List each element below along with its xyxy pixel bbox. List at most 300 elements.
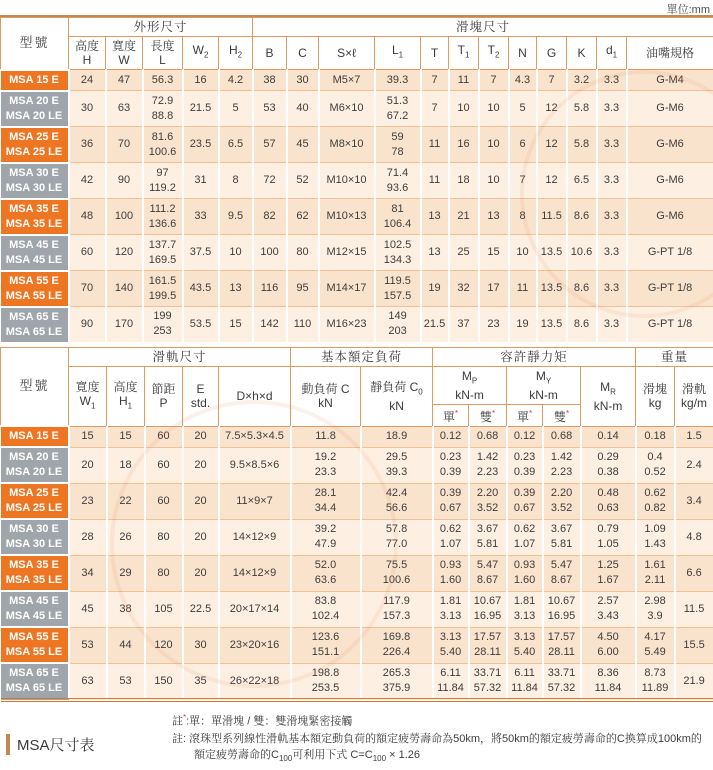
value-cell: 13.5 [537, 235, 567, 271]
value-cell: 13.5 [537, 271, 567, 307]
value-cell: 2.57 3.43 [581, 591, 636, 627]
value-cell: 7 [537, 70, 567, 91]
value-cell: 35 [183, 663, 219, 700]
value-cell: 11 [509, 271, 537, 307]
value-cell: 15 [479, 235, 509, 271]
model-cell: MSA 65 E MSA 65 LE [1, 307, 69, 342]
value-cell: 82 [253, 199, 287, 235]
value-cell: 20 [183, 519, 219, 555]
table-row [1, 163, 713, 199]
value-cell: 53 [107, 663, 145, 700]
model-cell: MSA 55 E MSA 55 LE [1, 627, 69, 663]
value-cell: 0.93 1.60 [507, 555, 543, 591]
value-cell: 7 [479, 70, 509, 91]
col-header-k: K [567, 37, 597, 70]
basic-load-group-header: 基本額定負荷 [291, 347, 433, 366]
value-cell: 1.09 1.43 [636, 519, 675, 555]
value-cell: 17 [479, 271, 509, 307]
weight-group-header: 重量 [636, 347, 713, 366]
column-header-row [1, 366, 713, 404]
value-cell: 15 [107, 426, 145, 447]
value-cell: 11 [421, 163, 449, 199]
value-cell: 15 [219, 307, 253, 342]
value-cell: 22 [107, 483, 145, 519]
value-cell: 80 [287, 235, 319, 271]
value-cell: 1.61 2.11 [636, 555, 675, 591]
table-row [1, 663, 713, 700]
value-cell: 3.3 [597, 127, 627, 163]
value-cell: 21.5 [421, 307, 449, 342]
value-cell: 30 [287, 70, 319, 91]
table-row [1, 199, 713, 235]
value-cell: 21.5 [183, 91, 219, 127]
value-cell: 11×9×7 [219, 483, 291, 519]
value-cell: 51.3 67.2 [375, 91, 421, 127]
table-row [1, 127, 713, 163]
value-cell: 75.5 100.6 [361, 555, 433, 591]
value-cell: 8 [509, 199, 537, 235]
value-cell: 45 [287, 127, 319, 163]
value-cell: 20 [183, 555, 219, 591]
value-cell: 5.8 [567, 127, 597, 163]
value-cell: 3.3 [597, 91, 627, 127]
value-cell: 19.2 23.3 [291, 447, 361, 483]
value-cell: 149 203 [375, 307, 421, 342]
value-cell: 14×12×9 [219, 519, 291, 555]
col-header-length: 長度 L [143, 37, 183, 70]
value-cell: 10 [479, 163, 509, 199]
value-cell: 8.36 11.84 [581, 663, 636, 700]
value-cell: 45 [69, 591, 107, 627]
value-cell: 4.3 [509, 70, 537, 91]
model-cell: MSA 15 E [1, 426, 69, 447]
model-cell: MSA 25 E MSA 25 LE [1, 127, 69, 163]
value-cell: 0.68 [469, 426, 507, 447]
value-cell: 15.5 [675, 627, 713, 663]
value-cell: 4.50 6.00 [581, 627, 636, 663]
model-cell: MSA 30 E MSA 30 LE [1, 163, 69, 199]
value-cell: 47 [106, 70, 143, 91]
value-cell: 40 [287, 91, 319, 127]
value-cell: 10.6 [567, 235, 597, 271]
table-row [1, 235, 713, 271]
col-header-t2: $T_2$ [479, 37, 509, 70]
value-cell: 3.4 [675, 483, 713, 519]
model-cell: MSA 45 E MSA 45 LE [1, 235, 69, 271]
col-header-t1: $T_1$ [449, 37, 479, 70]
value-cell: 8.6 [567, 271, 597, 307]
table-row [1, 483, 713, 519]
value-cell: 33.71 57.32 [543, 663, 581, 700]
value-cell: 13 [219, 271, 253, 307]
value-cell: G-M6 [627, 163, 713, 199]
value-cell: 170 [106, 307, 143, 342]
model-cell: MSA 15 E [1, 70, 69, 91]
value-cell: 11 [421, 127, 449, 163]
rail-dims-group-header: 滑軌尺寸 [69, 347, 291, 366]
value-cell: 11 [449, 70, 479, 91]
table-row [1, 519, 713, 555]
value-cell: G-PT 1/8 [627, 307, 713, 342]
value-cell: 17.57 28.11 [543, 627, 581, 663]
value-cell: 20 [183, 426, 219, 447]
col-header-mp-single: 單* [433, 404, 469, 426]
value-cell: 71.4 93.6 [375, 163, 421, 199]
col-header-t: T [421, 37, 449, 70]
value-cell: 10 [479, 127, 509, 163]
value-cell: 18 [107, 447, 145, 483]
value-cell: 10 [219, 235, 253, 271]
model-column-header: 型號 [1, 347, 69, 426]
value-cell: 3.67 5.81 [543, 519, 581, 555]
value-cell: 0.68 [543, 426, 581, 447]
value-cell: 11.8 [291, 426, 361, 447]
value-cell: 37.5 [183, 235, 219, 271]
value-cell: 23 [69, 483, 107, 519]
value-cell: 26×22×18 [219, 663, 291, 700]
value-cell: 14×12×9 [219, 555, 291, 591]
value-cell: 0.14 [581, 426, 636, 447]
value-cell: 53.5 [183, 307, 219, 342]
col-header-my-single: 單* [507, 404, 543, 426]
rail-load-moment-weight-table [0, 347, 713, 703]
value-cell: 22.5 [183, 591, 219, 627]
value-cell: M8×10 [319, 127, 375, 163]
value-cell: 5.47 8.67 [543, 555, 581, 591]
value-cell: 6.5 [219, 127, 253, 163]
outer-dims-group-header: 外形尺寸 [69, 18, 253, 37]
value-cell: 4.8 [675, 519, 713, 555]
model-cell: MSA 65 E MSA 65 LE [1, 663, 69, 700]
value-cell: 0.79 1.05 [581, 519, 636, 555]
value-cell: 8.73 11.89 [636, 663, 675, 700]
footer [0, 708, 713, 770]
value-cell: 53 [253, 91, 287, 127]
table-row [1, 426, 713, 447]
value-cell: 18 [449, 163, 479, 199]
value-cell: 70 [69, 271, 106, 307]
col-header-n: N [509, 37, 537, 70]
value-cell: 72.9 88.8 [143, 91, 183, 127]
value-cell: 0.93 1.60 [433, 555, 469, 591]
table-row [1, 627, 713, 663]
value-cell: 1.81 3.13 [507, 591, 543, 627]
value-cell: 29.5 39.3 [361, 447, 433, 483]
value-cell: 8.6 [567, 199, 597, 235]
value-cell: 120 [145, 627, 183, 663]
value-cell: 5 [219, 91, 253, 127]
value-cell: 5.8 [567, 91, 597, 127]
value-cell: 0.62 1.07 [433, 519, 469, 555]
value-cell: 29 [107, 555, 145, 591]
value-cell: 0.18 [636, 426, 675, 447]
value-cell: 10.67 16.95 [543, 591, 581, 627]
value-cell: 7 [421, 91, 449, 127]
value-cell: 81.6 100.6 [143, 127, 183, 163]
value-cell: 11.5 [675, 591, 713, 627]
value-cell: 6.11 11.84 [433, 663, 469, 700]
value-cell: 1.81 3.13 [433, 591, 469, 627]
table-row [1, 70, 713, 91]
value-cell: 15 [69, 426, 107, 447]
value-cell: 60 [145, 426, 183, 447]
value-cell: M6×10 [319, 91, 375, 127]
value-cell: 24 [69, 70, 106, 91]
value-cell: M14×17 [319, 271, 375, 307]
value-cell: 31 [183, 163, 219, 199]
value-cell: 30 [183, 627, 219, 663]
value-cell: 0.62 1.07 [507, 519, 543, 555]
value-cell: 70 [106, 127, 143, 163]
value-cell: 3.67 5.81 [469, 519, 507, 555]
value-cell: 161.5 199.5 [143, 271, 183, 307]
value-cell: 52.0 63.6 [291, 555, 361, 591]
value-cell: 2.20 3.52 [543, 483, 581, 519]
value-cell: 9.5 [219, 199, 253, 235]
value-cell: 12 [537, 127, 567, 163]
value-cell: 9.5×8.5×6 [219, 447, 291, 483]
value-cell: 80 [145, 519, 183, 555]
col-header-c: C [287, 37, 319, 70]
slider-dims-group-header: 滑塊尺寸 [253, 18, 713, 37]
value-cell: 198.8 253.5 [291, 663, 361, 700]
value-cell: 137.7 169.5 [143, 235, 183, 271]
page-title: MSA尺寸表 [6, 734, 95, 755]
model-cell: MSA 25 E MSA 25 LE [1, 483, 69, 519]
value-cell: 59 78 [375, 127, 421, 163]
value-cell: 2.4 [675, 447, 713, 483]
value-cell: 13 [421, 199, 449, 235]
value-cell: 57.8 77.0 [361, 519, 433, 555]
model-cell: MSA 20 E MSA 20 LE [1, 91, 69, 127]
value-cell: 0.62 0.82 [636, 483, 675, 519]
col-header-rail-weight: 滑軌 kg/m [675, 366, 713, 426]
value-cell: 90 [106, 163, 143, 199]
value-cell: 19 [421, 271, 449, 307]
value-cell: 0.39 0.67 [433, 483, 469, 519]
model-cell: MSA 55 E MSA 55 LE [1, 271, 69, 307]
value-cell: 5.47 8.67 [469, 555, 507, 591]
value-cell: 20×17×14 [219, 591, 291, 627]
table-row [1, 271, 713, 307]
value-cell: 0.48 0.63 [581, 483, 636, 519]
col-header-w2: $W_2$ [183, 37, 219, 70]
value-cell: 169.8 226.4 [361, 627, 433, 663]
value-cell: 7.5×5.3×4.5 [219, 426, 291, 447]
value-cell: M16×23 [319, 307, 375, 342]
value-cell: 3.3 [597, 307, 627, 342]
value-cell: G-M4 [627, 70, 713, 91]
unit-label: 單位:mm [0, 0, 713, 14]
value-cell: 13 [421, 235, 449, 271]
value-cell: 60 [145, 483, 183, 519]
value-cell: M10×13 [319, 199, 375, 235]
col-header-static-load: 靜負荷 $C_0$ kN [361, 366, 433, 426]
model-cell: MSA 35 E MSA 35 LE [1, 199, 69, 235]
col-header-block-weight: 滑塊 kg [636, 366, 675, 426]
value-cell: 12 [537, 91, 567, 127]
model-column-header: 型號 [1, 18, 69, 70]
value-cell: 72 [253, 163, 287, 199]
value-cell: 150 [145, 663, 183, 700]
value-cell: 36 [69, 127, 106, 163]
value-cell: 48 [69, 199, 106, 235]
value-cell: 10.67 16.95 [469, 591, 507, 627]
value-cell: 23×20×16 [219, 627, 291, 663]
value-cell: 110 [287, 307, 319, 342]
value-cell: 0.29 0.38 [581, 447, 636, 483]
column-header-row [1, 37, 713, 70]
value-cell: 25 [449, 235, 479, 271]
value-cell: G-PT 1/8 [627, 271, 713, 307]
value-cell: 0.23 0.39 [507, 447, 543, 483]
col-header-h2: $H_2$ [219, 37, 253, 70]
value-cell: 8.6 [567, 307, 597, 342]
value-cell: 2.98 3.9 [636, 591, 675, 627]
value-cell: 53 [69, 627, 107, 663]
value-cell: 16 [449, 127, 479, 163]
model-cell: MSA 20 E MSA 20 LE [1, 447, 69, 483]
value-cell: 5 [509, 91, 537, 127]
col-header-e-std: E std. [183, 366, 219, 426]
value-cell: 13 [479, 199, 509, 235]
value-cell: 20 [69, 447, 107, 483]
value-cell: 39.2 47.9 [291, 519, 361, 555]
value-cell: 119.5 157.5 [375, 271, 421, 307]
col-header-sxl: S×ℓ [319, 37, 375, 70]
value-cell: 3.13 5.40 [433, 627, 469, 663]
col-header-width: 寬度 W [106, 37, 143, 70]
value-cell: 3.3 [597, 235, 627, 271]
value-cell: 13.5 [537, 307, 567, 342]
col-header-grease: 油嘴規格 [627, 37, 713, 70]
value-cell: 3.3 [597, 163, 627, 199]
col-header-h1: 高度 $H_1$ [107, 366, 145, 426]
footnote-1: 註*:單：單滑塊 / 雙：雙滑塊緊密接觸 [172, 710, 702, 730]
col-header-b: B [253, 37, 287, 70]
value-cell: 17.57 28.11 [469, 627, 507, 663]
value-cell: 2.20 3.52 [469, 483, 507, 519]
group-header-row [1, 18, 713, 37]
table-row [1, 307, 713, 342]
value-cell: 3.3 [597, 199, 627, 235]
value-cell: 90 [69, 307, 106, 342]
value-cell: 140 [106, 271, 143, 307]
col-header-pitch: 節距 P [145, 366, 183, 426]
value-cell: 100 [106, 199, 143, 235]
value-cell: M10×10 [319, 163, 375, 199]
value-cell: 42 [69, 163, 106, 199]
value-cell: 199 253 [143, 307, 183, 342]
value-cell: G-M6 [627, 199, 713, 235]
model-cell: MSA 45 E MSA 45 LE [1, 591, 69, 627]
value-cell: 39.3 [375, 70, 421, 91]
value-cell: G-M6 [627, 91, 713, 127]
value-cell: 0.23 0.39 [433, 447, 469, 483]
value-cell: 100 [253, 235, 287, 271]
value-cell: 12 [537, 163, 567, 199]
table-row [1, 591, 713, 627]
col-header-my-double: 雙* [543, 404, 581, 426]
col-header-mr: $M_R$ kN-m [581, 366, 636, 426]
value-cell: 42.4 56.6 [361, 483, 433, 519]
value-cell: 33.71 57.32 [469, 663, 507, 700]
value-cell: 10 [449, 91, 479, 127]
value-cell: 6 [509, 127, 537, 163]
col-header-dynamic-load: 動負荷 C kN [291, 366, 361, 426]
col-header-g: G [537, 37, 567, 70]
col-header-w1: 寬度 $W_1$ [69, 366, 107, 426]
value-cell: 1.42 2.23 [543, 447, 581, 483]
value-cell: 26 [107, 519, 145, 555]
value-cell: 102.5 134.3 [375, 235, 421, 271]
table-row [1, 91, 713, 127]
group-header-row [1, 347, 713, 366]
value-cell: 28 [69, 519, 107, 555]
value-cell: 11.5 [537, 199, 567, 235]
value-cell: 1.25 1.67 [581, 555, 636, 591]
value-cell: 3.13 5.40 [507, 627, 543, 663]
value-cell: 52 [287, 163, 319, 199]
value-cell: 57 [253, 127, 287, 163]
value-cell: 30 [69, 91, 106, 127]
value-cell: 3.2 [567, 70, 597, 91]
value-cell: 20 [183, 447, 219, 483]
value-cell: 6.6 [675, 555, 713, 591]
value-cell: 38 [107, 591, 145, 627]
value-cell: 81 106.4 [375, 199, 421, 235]
value-cell: 4.2 [219, 70, 253, 91]
footnotes [172, 710, 702, 767]
col-header-dhd: D×h×d [219, 366, 291, 426]
table-row [1, 555, 713, 591]
value-cell: 37 [449, 307, 479, 342]
value-cell: 23 [479, 307, 509, 342]
value-cell: 60 [145, 447, 183, 483]
value-cell: 80 [145, 555, 183, 591]
outer-slider-dimensions-table [0, 17, 713, 342]
value-cell: 97 119.2 [143, 163, 183, 199]
value-cell: 32 [449, 271, 479, 307]
value-cell: M5×7 [319, 70, 375, 91]
value-cell: 83.8 102.4 [291, 591, 361, 627]
value-cell: G-PT 1/8 [627, 235, 713, 271]
value-cell: 19 [509, 307, 537, 342]
value-cell: 7 [509, 163, 537, 199]
value-cell: 62 [287, 199, 319, 235]
col-header-l1: $L_1$ [375, 37, 421, 70]
value-cell: 44 [107, 627, 145, 663]
model-cell: MSA 35 E MSA 35 LE [1, 555, 69, 591]
value-cell: 10 [479, 91, 509, 127]
value-cell: 8 [219, 163, 253, 199]
value-cell: 3.3 [597, 271, 627, 307]
value-cell: 1.5 [675, 426, 713, 447]
value-cell: 95 [287, 271, 319, 307]
value-cell: 0.12 [433, 426, 469, 447]
value-cell: 0.4 0.52 [636, 447, 675, 483]
value-cell: 10 [509, 235, 537, 271]
value-cell: 63 [69, 663, 107, 700]
value-cell: 21.9 [675, 663, 713, 700]
value-cell: 1.42 2.23 [469, 447, 507, 483]
value-cell: 3.3 [597, 70, 627, 91]
value-cell: 111.2 136.6 [143, 199, 183, 235]
value-cell: 18.9 [361, 426, 433, 447]
value-cell: 28.1 34.4 [291, 483, 361, 519]
value-cell: M12×15 [319, 235, 375, 271]
value-cell: 116 [253, 271, 287, 307]
